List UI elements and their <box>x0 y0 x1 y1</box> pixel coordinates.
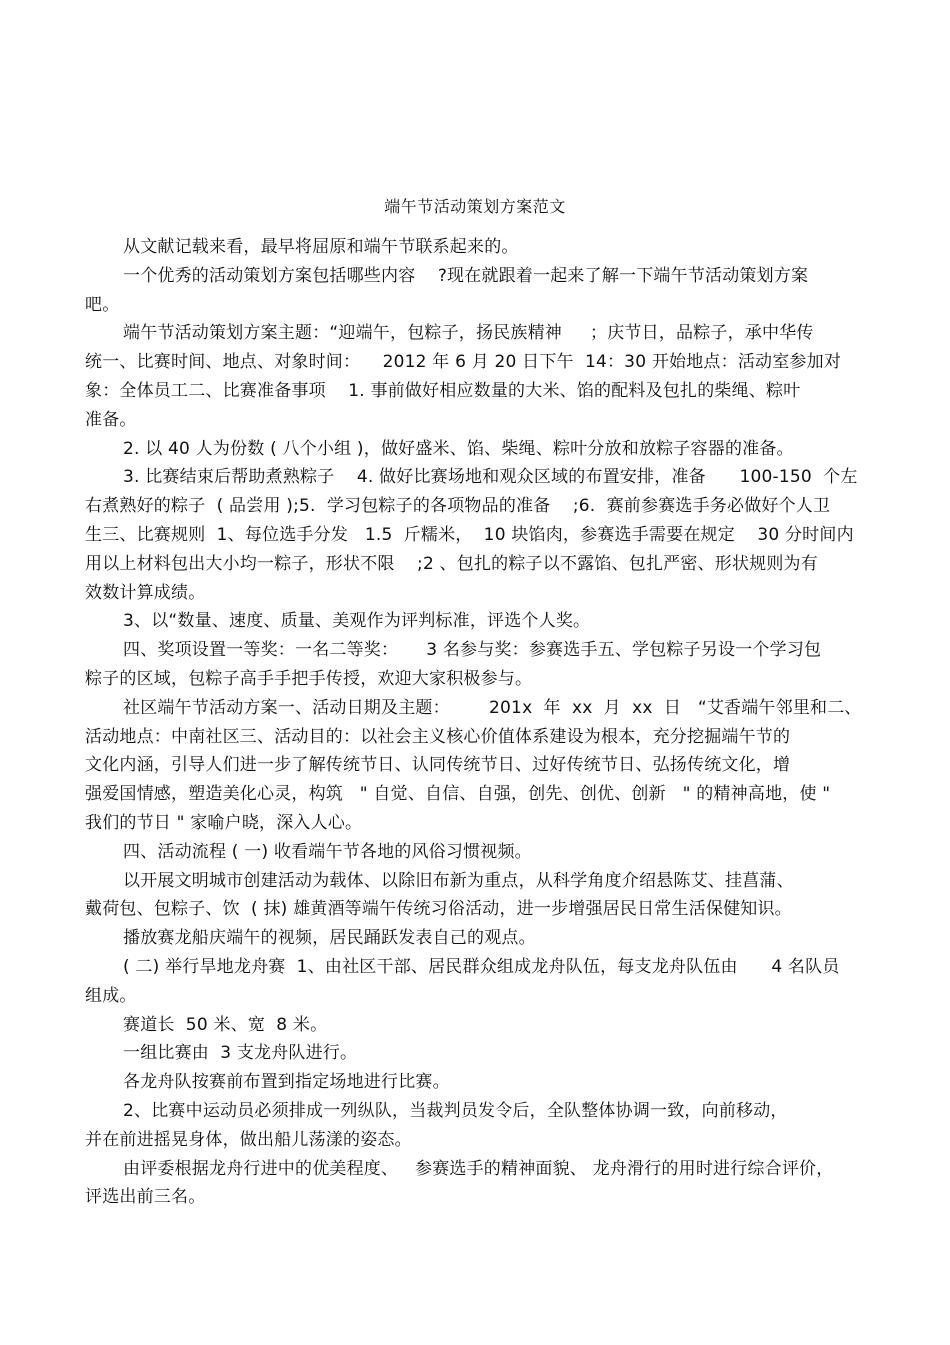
body-text-line: 象：全体员工二、比赛准备事项 1. 事前做好相应数量的大米、馅的配料及包扎的柴绳、粽叶 <box>85 380 801 401</box>
body-text-line: 吧。 <box>85 294 120 315</box>
body-text-line: 生三、比赛规则 1、每位选手分发 1.5 斤糯米， 10 块馅肉，参赛选手需要在规定 30 分时间内 <box>85 524 854 545</box>
body-text-line: 组成。 <box>85 985 137 1006</box>
body-text-line: 右煮熟好的粽子 ( 品尝用 );5. 学习包粽子的各项物品的准备 ;6. 赛前参赛选手务必做好个人卫 <box>85 496 831 517</box>
document-title: 端午节活动策划方案范文 <box>384 197 566 216</box>
body-text-line: ( 二) 举行旱地龙舟赛 1、由社区干部、居民群众组成龙舟队伍，每支龙舟队伍由 4 名队员 <box>123 956 840 977</box>
body-text-line: 文化内涵，引导人们进一步了解传统节日、认同传统节日、过好传统节日、弘扬传统文化，增 <box>85 755 791 776</box>
body-text-line: 以开展文明城市创建活动为载体、以除旧布新为重点，从科学角度介绍悬陈艾、挂菖蒲、 <box>123 870 794 891</box>
body-text-line: 用以上材料包出大小均一粽子，形状不限 ;2 、包扎的粽子以不露馅、包扎严密、形状规则为有 <box>85 553 818 574</box>
body-text-line: 效数计算成绩。 <box>85 582 206 603</box>
body-text-line: 3. 比赛结束后帮助煮熟粽子 4. 做好比赛场地和观众区域的布置安排，准备 100-150 个左 <box>123 467 858 488</box>
body-text-line: 一个优秀的活动策划方案包括哪些内容 ?现在就跟着一起来了解一下端午节活动策划方案 <box>123 265 809 286</box>
body-text-line: 活动地点：中南社区三、活动目的：以社会主义核心价值体系建设为根本，充分挖掘端午节的 <box>85 726 791 747</box>
body-text-line: 赛道长 50 米、宽 8 米。 <box>123 1014 328 1035</box>
body-text-line: 由评委根据龙舟行进中的优美程度、 参赛选手的精神面貌、 龙舟滑行的用时进行综合评价， <box>123 1158 834 1179</box>
body-text-line: 2. 以 40 人为份数 ( 八个小组 )，做好盛米、馅、柴绳、粽叶分放和放粽子容器的准备。 <box>123 438 794 459</box>
document-body <box>85 233 875 1212</box>
body-text-line: 从文献记载来看，最早将屈原和端午节联系起来的。 <box>123 237 519 257</box>
body-text-line: 粽子的区域，包粽子高手手把手传授，欢迎大家积极参与。 <box>85 668 533 689</box>
body-text-line: 端午节活动策划方案主题：“迎端午，包粽子，扬民族精神 ；庆节日，品粽子，承中华传 <box>123 323 814 344</box>
body-text-line: 各龙舟队按赛前布置到指定场地进行比赛。 <box>123 1072 450 1093</box>
body-text-line: 戴荷包、包粽子、饮 ( 抹) 雄黄酒等端午传统习俗活动，进一步增强居民日常生活保健知识。 <box>85 899 792 920</box>
body-text-line: 一组比赛由 3 支龙舟队进行。 <box>123 1043 358 1064</box>
body-text-line: 四、奖项设置一等奖：一名二等奖： 3 名参与奖：参赛选手五、学包粽子另设一个学习包 <box>123 640 822 661</box>
body-text-line: 社区端午节活动方案一、活动日期及主题： 201x 年 xx 月 xx 日 “艾香端午邻里和二、 <box>123 697 862 718</box>
body-text-line: 播放赛龙船庆端午的视频，居民踊跃发表自己的观点。 <box>123 928 536 949</box>
body-text-line: 并在前进摇晃身体，做出船儿荡漾的姿态。 <box>85 1129 412 1150</box>
body-text-line: 我们的节日 " 家喻户晓，深入人心。 <box>85 812 363 833</box>
body-text-line: 3、以“数量、速度、质量、美观作为评判标准，评选个人奖。 <box>123 611 591 632</box>
body-text-line: 四、活动流程 ( 一) 收看端午节各地的风俗习惯视频。 <box>123 841 532 862</box>
body-text-line: 强爱国情感，塑造美化心灵，构筑 " 自觉、自信、自强，创先、创优、创新 " 的精神高地，使 " <box>85 784 831 805</box>
body-text-line: 评选出前三名。 <box>85 1187 206 1208</box>
body-text-line: 准备。 <box>85 409 137 430</box>
body-text-line: 统一、比赛时间、地点、对象时间： 2012 年 6 月 20 日下午 14：30 开始地点：活动室参加对 <box>85 352 842 373</box>
body-text-line: 2、比赛中运动员必须排成一列纵队，当裁判员发令后，全队整体协调一致，向前移动， <box>123 1100 788 1121</box>
